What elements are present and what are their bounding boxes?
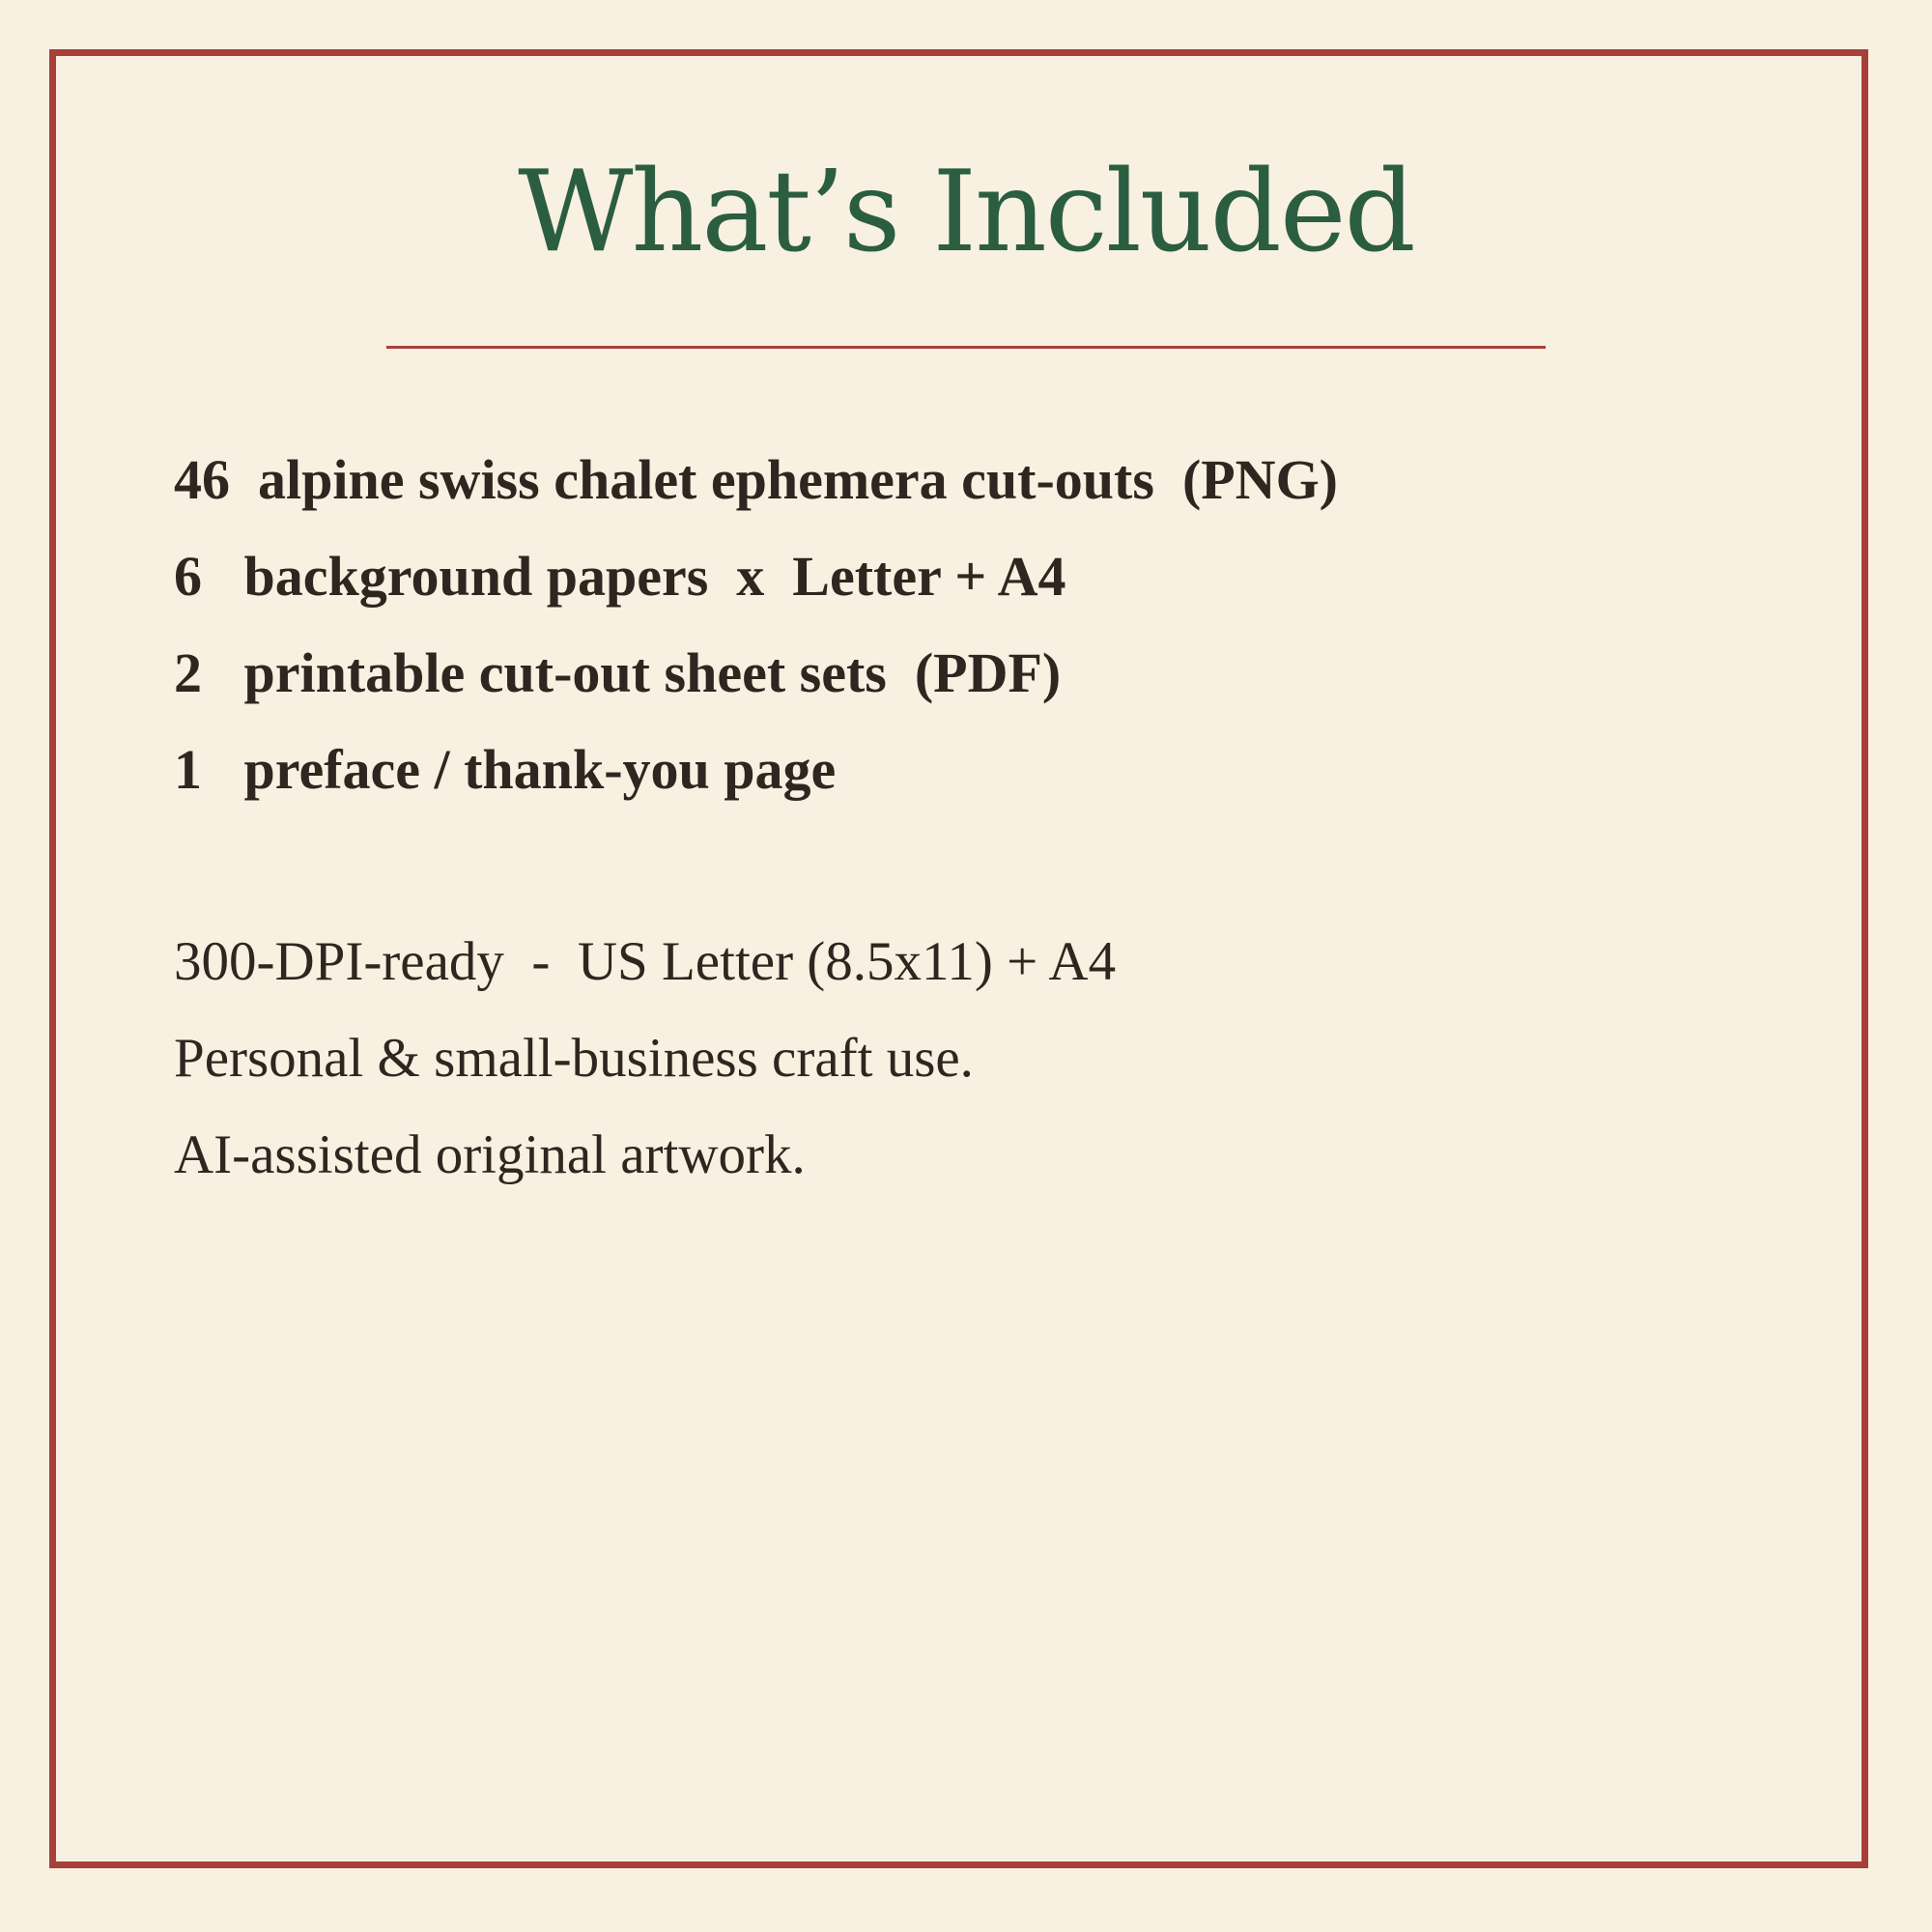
note-artwork: AI-assisted original artwork.: [174, 1124, 806, 1185]
product-notes: [174, 914, 1116, 1204]
included-item-background-papers: 6 background papers x Letter + A4: [174, 545, 1066, 608]
note-resolution-sizes: 300-DPI-ready - US Letter (8.5x11) + A4: [174, 931, 1117, 992]
included-item-sheet-sets: 2 printable cut-out sheet sets (PDF): [174, 641, 1062, 704]
note-license: Personal & small-business craft use.: [174, 1028, 974, 1089]
included-item-cutouts: 46 alpine swiss chalet ephemera cut-outs (PNG): [174, 448, 1339, 511]
included-item-preface-page: 1 preface / thank-you page: [174, 738, 837, 801]
title-divider: [386, 346, 1546, 349]
page-title: What’s Included: [518, 147, 1414, 277]
included-items-list: [174, 432, 1338, 818]
